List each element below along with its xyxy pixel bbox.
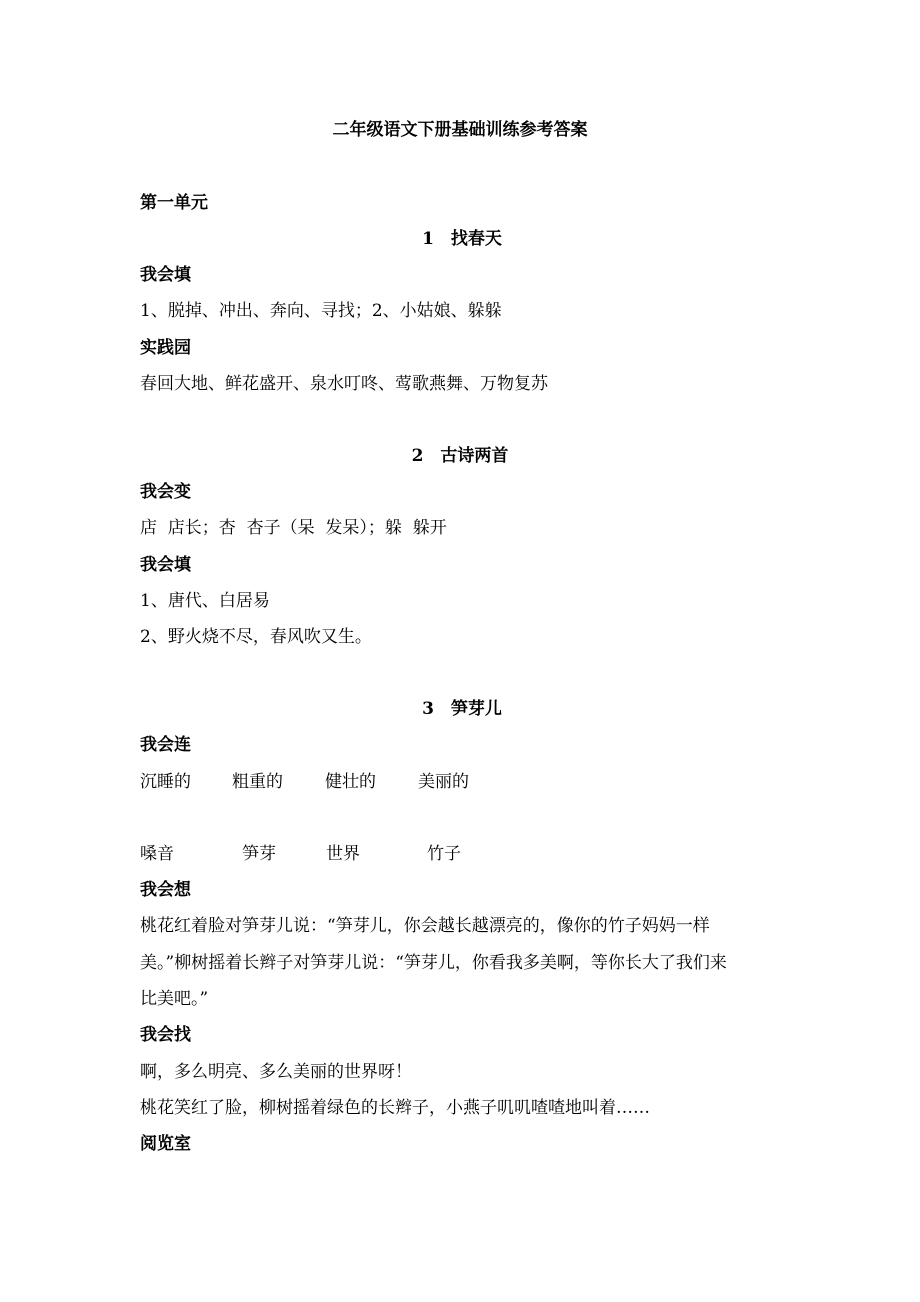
match-word-top: 粗重的 [232, 772, 283, 792]
match-word-top: 美丽的 [418, 772, 469, 792]
section-label: 我会找 [140, 1025, 191, 1045]
section-label: 我会连 [140, 735, 191, 755]
match-word-bottom: 笋芽 [242, 844, 276, 864]
lesson-heading-3: 3 笋芽儿 [422, 699, 502, 719]
answer-line: 桃花笑红了脸，柳树摇着绿色的长辫子，小燕子叽叽喳喳地叫着…… [140, 1098, 650, 1118]
match-word-bottom: 嗓音 [140, 844, 174, 864]
match-word-top: 沉睡的 [140, 772, 191, 792]
answer-line: 2、野火烧不尽，春风吹又生。 [140, 627, 372, 647]
answer-line: 啊，多么明亮、多么美丽的世界呀！ [140, 1062, 412, 1082]
match-word-bottom: 竹子 [427, 844, 461, 864]
lesson-heading-1: 1 找春天 [422, 229, 502, 249]
unit-heading: 第一单元 [140, 193, 208, 213]
answer-line: 春回大地、鲜花盛开、泉水叮咚、莺歌燕舞、万物复苏 [140, 374, 548, 394]
answer-line: 1、脱掉、冲出、奔向、寻找；2、小姑娘、躲躲 [140, 301, 502, 321]
section-label: 阅览室 [140, 1134, 191, 1154]
section-label: 我会填 [140, 265, 191, 285]
answer-line: 比美吧。” [140, 989, 209, 1009]
section-label: 我会变 [140, 482, 191, 502]
document-title: 二年级语文下册基础训练参考答案 [332, 120, 588, 140]
match-word-top: 健壮的 [325, 772, 376, 792]
match-word-bottom: 世界 [326, 844, 360, 864]
section-label: 我会想 [140, 880, 191, 900]
answer-line: 1、唐代、白居易 [140, 591, 270, 611]
answer-line: 店 店长；杏 杏子（呆 发呆）；躲 躲开 [140, 518, 447, 538]
answer-line: 桃花红着脸对笋芽儿说：“笋芽儿，你会越长越漂亮的，像你的竹子妈妈一样 [140, 916, 710, 936]
lesson-heading-2: 2 古诗两首 [411, 446, 509, 466]
answer-line: 美。”柳树摇着长辫子对笋芽儿说：“笋芽儿，你看我多美啊，等你长大了我们来 [140, 953, 727, 973]
section-label: 实践园 [140, 338, 191, 358]
section-label: 我会填 [140, 555, 191, 575]
